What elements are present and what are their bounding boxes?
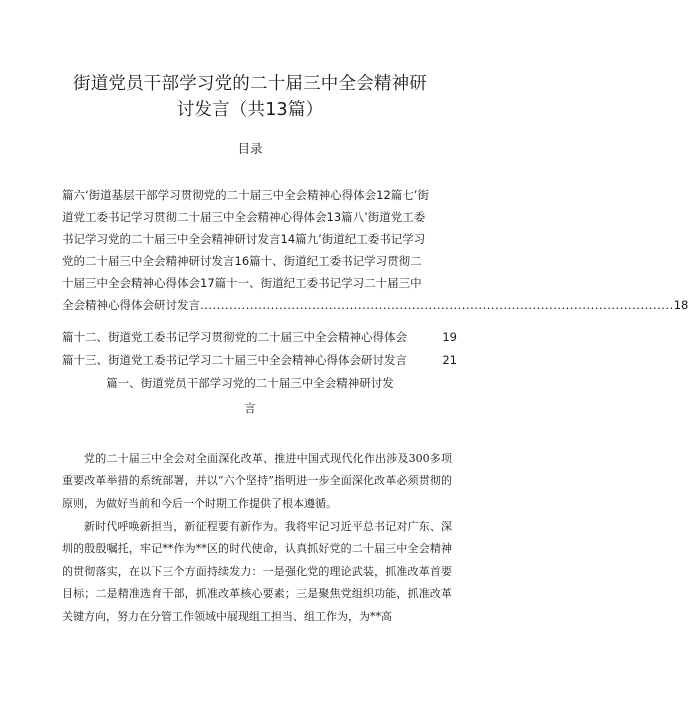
section-title-line-1: 篇一、街道党员干部学习党的二十届三中全会精神研讨发 <box>106 376 394 390</box>
toc-line[interactable]: 党的二十届三中全会精神研讨发言16篇十、街道纪工委书记学习贯彻二 <box>62 254 422 268</box>
toc-line[interactable]: 十届三中全会精神心得体会17篇十一、街道纪工委书记学习二十届三中 <box>62 276 422 290</box>
toc-entry-page: 18 <box>673 298 688 312</box>
document-title-line-2: 讨发言（共13篇） <box>176 100 324 120</box>
toc-line[interactable]: 书记学习党的二十届三中全会精神研讨发言14篇九’街道纪工委书记学习 <box>62 232 426 246</box>
body-paragraph: 党的二十届三中全会对全面深化改革、推进中国式现代化作出涉及300多项重要改革举措的系统部署，并以“六个坚持”指明进一步全面深化改革必须贯彻的原则，为做好当前和今后一个时期工作提供了根本遵循。 <box>62 452 452 510</box>
document-title-line-1: 街道党员干部学习党的二十届三中全会精神研 <box>73 74 427 94</box>
body-paragraph: 新时代呼唤新担当，新征程要有新作为。我将牢记习近平总书记对广东、深圳的殷殷嘱托，牢记**作为**区的时代使命，认真抓好党的二十届三中全会精神的贯彻落实，在以下三个方面持续发力：一是强化党的理论武装，抓准改革首要目标；二是精准选育干部，抓准改革核心要素；三是聚焦党组织功能，抓准改革关键方向，努力在分管工作领域中展现组工担当、组工作为，为**高 <box>62 520 452 623</box>
toc-dot-leader: .................................................................................................................. <box>200 298 674 312</box>
toc-entry-text: 篇十二、街道党工委书记学习贯彻党的二十届三中全会精神心得体会 <box>62 330 407 344</box>
toc-entry[interactable] <box>62 350 457 370</box>
toc-heading: 目录 <box>237 141 263 156</box>
toc-entry-dotted[interactable] <box>62 295 688 315</box>
toc-line[interactable]: 道党工委书记学习贯彻二十届三中全会精神心得体会13篇八’街道党工委 <box>62 210 426 224</box>
toc-entry-text: 篇十三、街道党工委书记学习二十届三中全会精神心得体会研讨发言 <box>62 353 407 367</box>
toc-line[interactable]: 篇六‘街道基层干部学习贯彻党的二十届三中全会精神心得体会12篇七’街 <box>62 188 429 202</box>
toc-entry-page: 19 <box>442 330 457 344</box>
toc-entry-text: 全会精神心得体会研讨发言 <box>62 298 200 312</box>
toc-entry-page: 21 <box>442 353 457 367</box>
toc-entry[interactable] <box>62 327 457 347</box>
section-title-line-2: 言 <box>244 401 256 415</box>
